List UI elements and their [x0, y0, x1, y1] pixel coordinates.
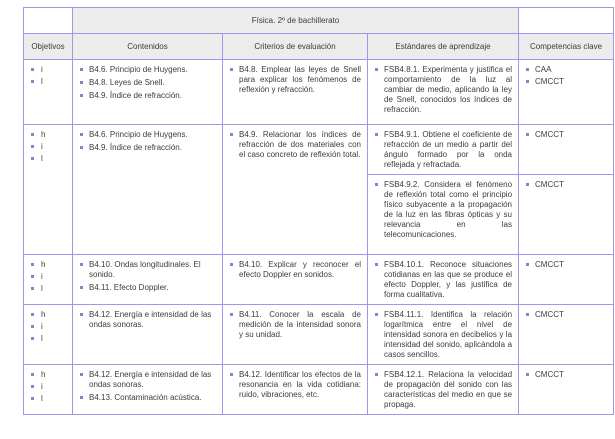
estandares-text: FSB4.8.1. Experimenta y justifica el comportamiento de la luz al cambiar de medio, aplicando la ley de Snell, conocidos los índices de refracción.	[384, 65, 513, 114]
objetivos-item	[30, 130, 66, 140]
cell-competencias	[519, 60, 614, 125]
bullet-icon	[526, 313, 529, 316]
criterios-item	[229, 130, 361, 160]
bullet-icon	[31, 145, 34, 148]
competencias-item	[525, 310, 607, 320]
contenidos-text: B4.6. Principio de Huygens.	[89, 65, 188, 74]
competencias-item	[525, 65, 607, 75]
cell-competencias	[519, 175, 614, 255]
bullet-icon	[31, 275, 34, 278]
cell-objetivos	[24, 365, 73, 415]
criterios-item	[229, 310, 361, 340]
competencias-text: CAA	[535, 65, 552, 74]
competencias-item	[525, 260, 607, 270]
estandares-item	[374, 65, 512, 115]
competencias-text: CMCCT	[535, 180, 564, 189]
bullet-icon	[80, 94, 83, 97]
bullet-icon	[31, 337, 34, 340]
objetivos-item	[30, 154, 66, 164]
bullet-icon	[80, 133, 83, 136]
bullet-icon	[375, 183, 378, 186]
table-row	[24, 125, 614, 175]
contenidos-item	[79, 130, 216, 140]
column-header-contenidos: Contenidos	[73, 34, 223, 60]
table-title: Física. 2º de bachillerato	[73, 8, 519, 34]
cell-competencias	[519, 255, 614, 305]
bullet-icon	[80, 146, 83, 149]
contenidos-item	[79, 393, 216, 403]
estandares-text: FSB4.12.1. Relaciona la velocidad de propagación del sonido con las características del medio en que se propaga.	[384, 370, 513, 409]
contenidos-text: B4.11. Efecto Doppler.	[89, 283, 169, 292]
objetivos-text: l	[41, 77, 43, 86]
objetivos-item	[30, 394, 66, 404]
bullet-icon	[375, 68, 378, 71]
cell-criterios	[223, 125, 368, 255]
bullet-icon	[230, 263, 233, 266]
cell-objetivos	[24, 125, 73, 255]
objetivos-item	[30, 322, 66, 332]
bullet-icon	[31, 157, 34, 160]
competencias-item	[525, 370, 607, 380]
estandares-item	[374, 260, 512, 300]
cell-estandares	[368, 175, 519, 255]
cell-contenidos	[73, 365, 223, 415]
objetivos-text: h	[41, 130, 46, 139]
column-header-objetivos: Objetivos	[24, 34, 73, 60]
table-row	[24, 365, 614, 415]
estandares-text: FSB4.9.2. Considera el fenómeno de reflexión total como el principio físico subyacente a la propagación de la luz en las fibras ópticas y su relevancia en las telecomunicaciones.	[384, 180, 513, 239]
cell-contenidos	[73, 60, 223, 125]
bullet-icon	[526, 263, 529, 266]
bullet-icon	[80, 373, 83, 376]
cell-contenidos	[73, 255, 223, 305]
cell-competencias	[519, 305, 614, 365]
bullet-icon	[526, 80, 529, 83]
criterios-item	[229, 370, 361, 400]
cell-estandares	[368, 365, 519, 415]
curriculum-table	[23, 7, 614, 415]
criterios-item	[229, 260, 361, 280]
objetivos-item	[30, 382, 66, 392]
objetivos-item	[30, 370, 66, 380]
objetivos-text: i	[41, 382, 43, 391]
bullet-icon	[31, 68, 34, 71]
bullet-icon	[230, 133, 233, 136]
contenidos-item	[79, 310, 216, 330]
competencias-text: CMCCT	[535, 370, 564, 379]
criterios-item	[229, 65, 361, 95]
bullet-icon	[375, 133, 378, 136]
objetivos-item	[30, 310, 66, 320]
objetivos-text: i	[41, 65, 43, 74]
bullet-icon	[31, 263, 34, 266]
column-header-estandares: Estándares de aprendizaje	[368, 34, 519, 60]
cell-objetivos	[24, 305, 73, 365]
column-header-competencias: Competencias clave	[519, 34, 614, 60]
objetivos-text: h	[41, 370, 46, 379]
objetivos-text: l	[41, 334, 43, 343]
objetivos-text: l	[41, 284, 43, 293]
bullet-icon	[80, 68, 83, 71]
objetivos-item	[30, 65, 66, 75]
contenidos-item	[79, 260, 216, 280]
cell-contenidos	[73, 125, 223, 255]
table-row	[24, 305, 614, 365]
competencias-text: CMCCT	[535, 260, 564, 269]
contenidos-item	[79, 370, 216, 390]
estandares-text: FSB4.11.1. Identifica la relación logarítmica entre el nivel de intensidad sonora en decibelios y la intensidad del sonido, aplicándola a casos sencillos.	[384, 310, 513, 359]
contenidos-text: B4.13. Contaminación acústica.	[89, 393, 202, 402]
objetivos-item	[30, 272, 66, 282]
contenidos-item	[79, 65, 216, 75]
bullet-icon	[31, 313, 34, 316]
title-row	[24, 8, 614, 34]
objetivos-text: i	[41, 272, 43, 281]
header-row	[24, 34, 614, 60]
competencias-text: CMCCT	[535, 130, 564, 139]
bullet-icon	[230, 373, 233, 376]
corner-cell-right	[519, 8, 614, 34]
objetivos-text: h	[41, 310, 46, 319]
cell-objetivos	[24, 255, 73, 305]
estandares-text: FSB4.9.1. Obtiene el coeficiente de refracción de un medio a partir del ángulo formado por la onda reflejada y refractada.	[384, 130, 513, 169]
cell-estandares	[368, 255, 519, 305]
bullet-icon	[526, 133, 529, 136]
bullet-icon	[375, 263, 378, 266]
bullet-icon	[526, 68, 529, 71]
table-row	[24, 60, 614, 125]
criterios-text: B4.9. Relacionar los índices de refracción de dos materiales con el caso concreto de reflexión total.	[239, 130, 361, 159]
contenidos-text: B4.10. Ondas longitudinales. El sonido.	[89, 260, 201, 279]
bullet-icon	[230, 68, 233, 71]
bullet-icon	[230, 313, 233, 316]
objetivos-text: h	[41, 260, 46, 269]
bullet-icon	[80, 81, 83, 84]
cell-criterios	[223, 255, 368, 305]
bullet-icon	[31, 80, 34, 83]
bullet-icon	[80, 286, 83, 289]
criterios-text: B4.8. Emplear las leyes de Snell para explicar los fenómenos de reflexión y refracción.	[239, 65, 361, 94]
criterios-text: B4.11. Conocer la escala de medición de la intensidad sonora y su unidad.	[239, 310, 361, 339]
cell-criterios	[223, 365, 368, 415]
bullet-icon	[31, 325, 34, 328]
objetivos-text: i	[41, 142, 43, 151]
contenidos-item	[79, 78, 216, 88]
competencias-text: CMCCT	[535, 310, 564, 319]
bullet-icon	[80, 313, 83, 316]
bullet-icon	[375, 373, 378, 376]
table-row	[24, 255, 614, 305]
cell-contenidos	[73, 305, 223, 365]
bullet-icon	[526, 183, 529, 186]
objetivos-item	[30, 142, 66, 152]
competencias-item	[525, 77, 607, 87]
criterios-text: B4.10. Explicar y reconocer el efecto Doppler en sonidos.	[239, 260, 361, 279]
competencias-text: CMCCT	[535, 77, 564, 86]
objetivos-text: l	[41, 394, 43, 403]
objetivos-item	[30, 284, 66, 294]
bullet-icon	[31, 373, 34, 376]
contenidos-text: B4.6. Principio de Huygens.	[89, 130, 188, 139]
contenidos-text: B4.9. Índice de refracción.	[89, 91, 182, 100]
contenidos-text: B4.12. Energía e intensidad de las ondas sonoras.	[89, 370, 212, 389]
contenidos-item	[79, 91, 216, 101]
objetivos-item	[30, 260, 66, 270]
estandares-item	[374, 310, 512, 360]
bullet-icon	[31, 397, 34, 400]
objetivos-item	[30, 334, 66, 344]
cell-estandares	[368, 125, 519, 175]
competencias-item	[525, 130, 607, 140]
cell-criterios	[223, 60, 368, 125]
contenidos-text: B4.8. Leyes de Snell.	[89, 78, 165, 87]
estandares-item	[374, 130, 512, 170]
bullet-icon	[31, 133, 34, 136]
bullet-icon	[80, 263, 83, 266]
contenidos-text: B4.9. Índice de refracción.	[89, 143, 182, 152]
competencias-item	[525, 180, 607, 190]
cell-estandares	[368, 305, 519, 365]
criterios-text: B4.12. Identificar los efectos de la resonancia en la vida cotidiana: ruido, vibraciones, etc.	[239, 370, 361, 399]
column-header-criterios: Criterios de evaluación	[223, 34, 368, 60]
objetivos-text: l	[41, 154, 43, 163]
bullet-icon	[375, 313, 378, 316]
contenidos-text: B4.12. Energía e intensidad de las ondas sonoras.	[89, 310, 212, 329]
cell-competencias	[519, 125, 614, 175]
bullet-icon	[526, 373, 529, 376]
estandares-item	[374, 370, 512, 410]
contenidos-item	[79, 143, 216, 153]
bullet-icon	[80, 396, 83, 399]
corner-cell-left	[24, 8, 73, 34]
objetivos-item	[30, 77, 66, 87]
bullet-icon	[31, 385, 34, 388]
estandares-item	[374, 180, 512, 240]
cell-objetivos	[24, 60, 73, 125]
cell-estandares	[368, 60, 519, 125]
estandares-text: FSB4.10.1. Reconoce situaciones cotidianas en las que se produce el efecto Doppler, y las justifica de forma cualitativa.	[384, 260, 513, 299]
bullet-icon	[31, 287, 34, 290]
cell-competencias	[519, 365, 614, 415]
contenidos-item	[79, 283, 216, 293]
objetivos-text: i	[41, 322, 43, 331]
cell-criterios	[223, 305, 368, 365]
